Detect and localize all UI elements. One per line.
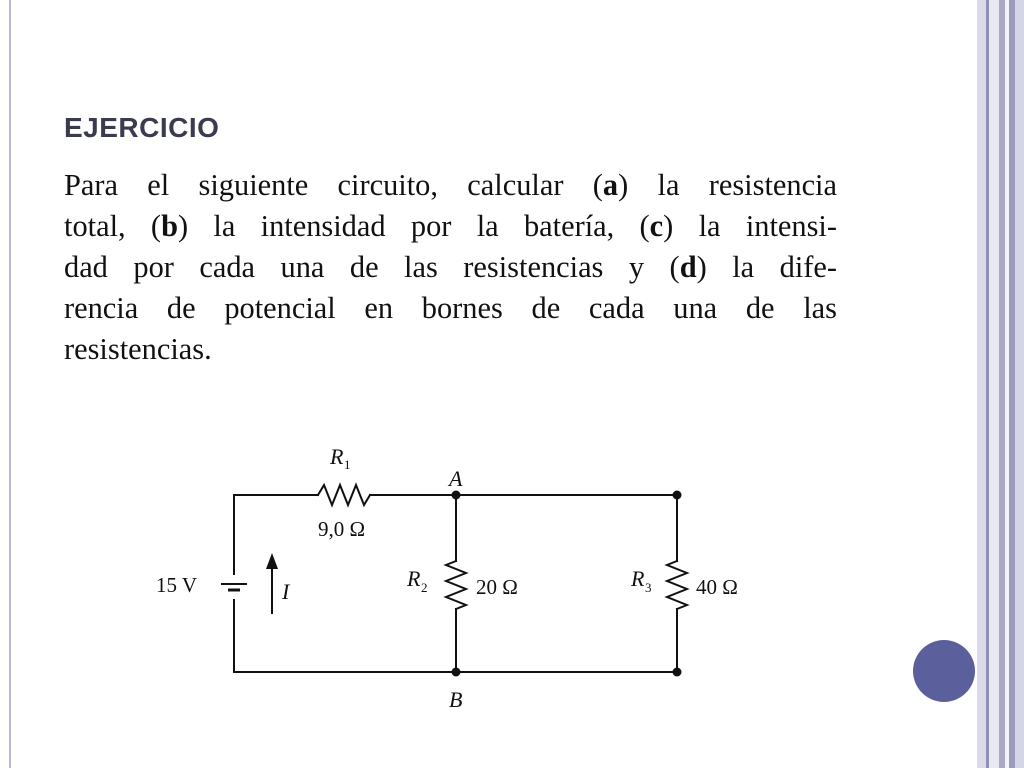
- battery-voltage: 15 V: [156, 573, 198, 597]
- problem-line-5: resistencias.: [64, 332, 212, 366]
- r3-zigzag: [667, 561, 687, 609]
- current-arrow: [266, 553, 278, 614]
- node-b-dot: [452, 668, 461, 677]
- node-a-label: A: [449, 466, 463, 491]
- node-b-label: B: [449, 687, 463, 712]
- node-top-right-dot: [673, 491, 682, 500]
- r1-value: 9,0 Ω: [318, 517, 366, 541]
- r2-label-letter: R: [407, 566, 421, 591]
- problem-line-3: dad por cada una de las resistencias y (d) la dife-: [64, 250, 837, 284]
- problem-line-4: rencia de potencial en bornes de cada una de las: [64, 291, 837, 325]
- current-label: I: [282, 579, 290, 604]
- r1-label-sub: 1: [344, 457, 351, 472]
- r1-label-letter: R: [330, 444, 344, 469]
- r3-value: 40 Ω: [696, 575, 738, 599]
- problem-line-1: Para el siguiente circuito, calcular (a) la resistencia: [64, 168, 837, 202]
- r2-zigzag: [446, 561, 466, 609]
- decorative-circle: [913, 640, 975, 702]
- r3-label-sub: 3: [645, 580, 652, 595]
- r2-label-sub: 2: [421, 580, 428, 595]
- node-a-dot: [452, 491, 461, 500]
- r2-value: 20 Ω: [476, 575, 518, 599]
- r3-label-letter: R: [631, 566, 645, 591]
- problem-line-2: total, (b) la intensidad por la batería, (c) la intensi-: [64, 209, 837, 243]
- r1-zigzag: [318, 485, 370, 505]
- slide-title: EJERCICIO: [64, 112, 220, 143]
- battery-symbol: [221, 584, 247, 590]
- node-bottom-right-dot: [673, 668, 682, 677]
